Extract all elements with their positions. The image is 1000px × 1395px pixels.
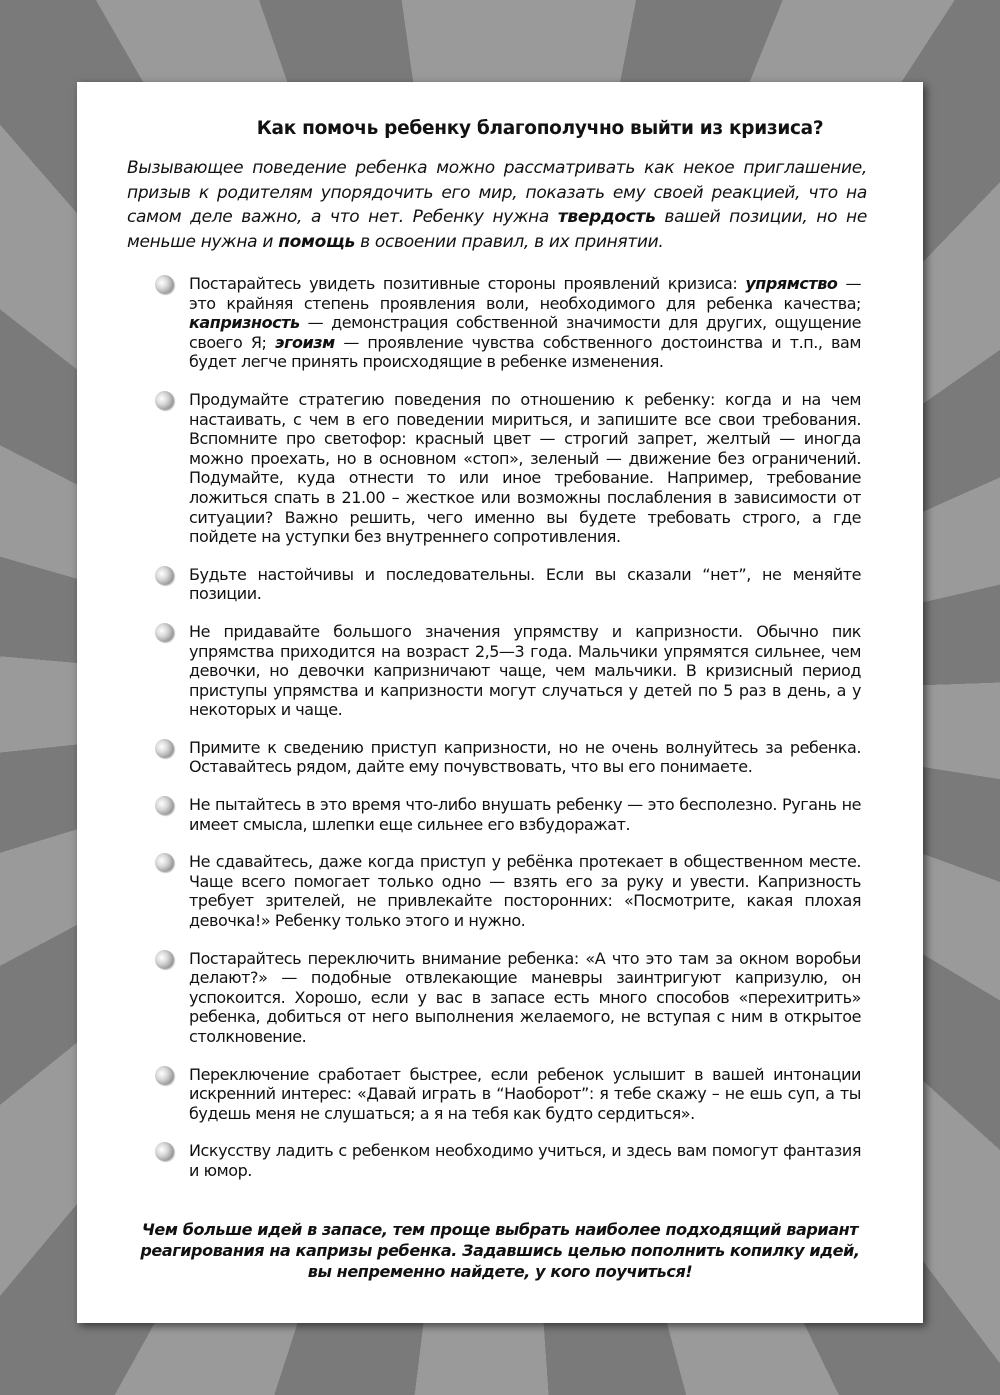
intro-emphasis-firmness: твердость xyxy=(557,207,656,227)
list-item xyxy=(155,852,861,930)
item-text: Переключение сработает быстрее, если ребенок услышит в вашей интонации искренний интерес: «Давай играть в “Наоборот”: я тебе скажу – не ешь суп, а ты будешь меня не слушаться; а я на тебя как будто сердиться». xyxy=(189,1064,861,1123)
list-item xyxy=(155,1141,861,1180)
list-item xyxy=(155,1065,861,1124)
item-text: Будьте настойчивы и последовательны. Если вы сказали “нет”, не меняйте позиции. xyxy=(189,564,861,604)
list-item xyxy=(155,274,861,372)
sphere-bullet-icon xyxy=(155,275,174,294)
list-item xyxy=(155,622,861,720)
sphere-bullet-icon xyxy=(155,566,174,585)
sphere-bullet-icon xyxy=(155,796,174,815)
sphere-bullet-icon xyxy=(155,391,174,410)
sphere-bullet-icon xyxy=(155,853,174,872)
item-emphasis: капризность xyxy=(189,313,300,333)
item-text: — проявление чувства собственного достоинства и т.п., вам будет легче принять происходящие в ребенке изменения. xyxy=(189,332,861,372)
item-text: Не сдавайтесь, даже когда приступ у ребёнка протекает в общественном месте. Чаще всего помогает только одно — взять его за руку и увести. Капризность требует зрителей, не привлекайте посторонних: «Посмотрите, какая плохая девочка!» Ребенку только этого и нужно. xyxy=(189,852,861,931)
intro-text: Вызывающее поведение ребенка можно рассматривать как некое приглашение, призыв к родителям упорядочить его мир, показать ему своей реакцией, что на самом деле важно, а что нет. Ребенку нужна xyxy=(127,158,867,227)
item-text: Искусству ладить с ребенком необходимо учиться, и здесь вам помогут фантазия и юмор. xyxy=(189,1141,861,1180)
sphere-bullet-icon xyxy=(155,950,174,969)
list-item xyxy=(155,390,861,547)
sphere-bullet-icon xyxy=(155,739,174,758)
list-item xyxy=(155,565,861,604)
item-text: Постарайтесь увидеть позитивные стороны проявлений кризиса: xyxy=(189,274,746,293)
list-item xyxy=(155,795,861,834)
item-text: Не пытайтесь в это время что-либо внушать ребенку — это бесполезно. Ругань не имеет смысла, шлепки еще сильнее его взбудоражат. xyxy=(189,795,861,834)
item-text: Постарайтесь переключить внимание ребенка: «А что это там за окном воробьи делают?» — подобные отвлекающие маневры заинтригуют капризулю, он успокоится. Хорошо, если у вас в запасе есть много способов «перехитрить» ребенка, добиться от него выполнения желаемого, не вступая с ним в открытое столкновение. xyxy=(189,948,861,1046)
item-text: Не придавайте большого значения упрямству и капризности. Обычно пик упрямства приходится на возраст 2,5—3 года. Мальчики упрямятся сильнее, чем девочки, но девочки капризничают чаще, чем мальчики. В кризисный период приступы упрямства и капризности могут случаться у детей по 5 раз в день, а у некоторых и чаще. xyxy=(189,621,861,720)
list-item xyxy=(155,738,861,777)
item-text: Продумайте стратегию поведения по отношению к ребенку: когда и на чем настаивать, с чем в его поведении мириться, и запишите все свои требования. Вспомните про светофор: красный цвет — строгий запрет, желтый — иногда можно проехать, но в основном «стоп», зеленый — движение без ограничений. Подумайте, куда отнести то или иное требование. Например, требование ложиться спать в 21.00 – жесткое или возможны послабления в зависимости от ситуации? Важно решить, чего именно вы будете требовать строго, а где пойдете на уступки без внутреннего сопротивления. xyxy=(189,389,861,547)
item-emphasis: эгоизм xyxy=(275,332,335,352)
page-title: Как помочь ребенку благополучно выйти из кризиса? xyxy=(256,118,824,139)
item-emphasis: упрямство xyxy=(745,274,838,293)
list-item xyxy=(155,949,861,1047)
item-text: Примите к сведению приступ капризности, но не очень волнуйтесь за ребенка. Оставайтесь рядом, дайте ему почувствовать, что вы его понимаете. xyxy=(189,737,861,777)
document-page xyxy=(77,82,923,1323)
sphere-bullet-icon xyxy=(155,1066,174,1085)
advice-list xyxy=(155,274,861,1199)
item-text: — демонстрация собственной значимости для других, ощущение своего Я; xyxy=(189,313,861,352)
intro-text: вашей позиции, но не меньше нужна и xyxy=(127,207,867,252)
sphere-bullet-icon xyxy=(155,1142,174,1161)
item-text: — это крайняя степень проявления воли, необходимого для ребенка качества; xyxy=(189,274,861,313)
closing-paragraph: Чем больше идей в запасе, тем проще выбрать наиболее подходящий вариант реагирования на капризы ребенка. Задавшись целью пополнить копилку идей, вы непременно найдете, у кого поучиться! xyxy=(140,1220,860,1281)
intro-paragraph xyxy=(127,156,867,254)
intro-emphasis-help: помощь xyxy=(278,231,355,252)
intro-text: в освоении правил, в их принятии. xyxy=(354,231,664,252)
sphere-bullet-icon xyxy=(155,623,174,642)
